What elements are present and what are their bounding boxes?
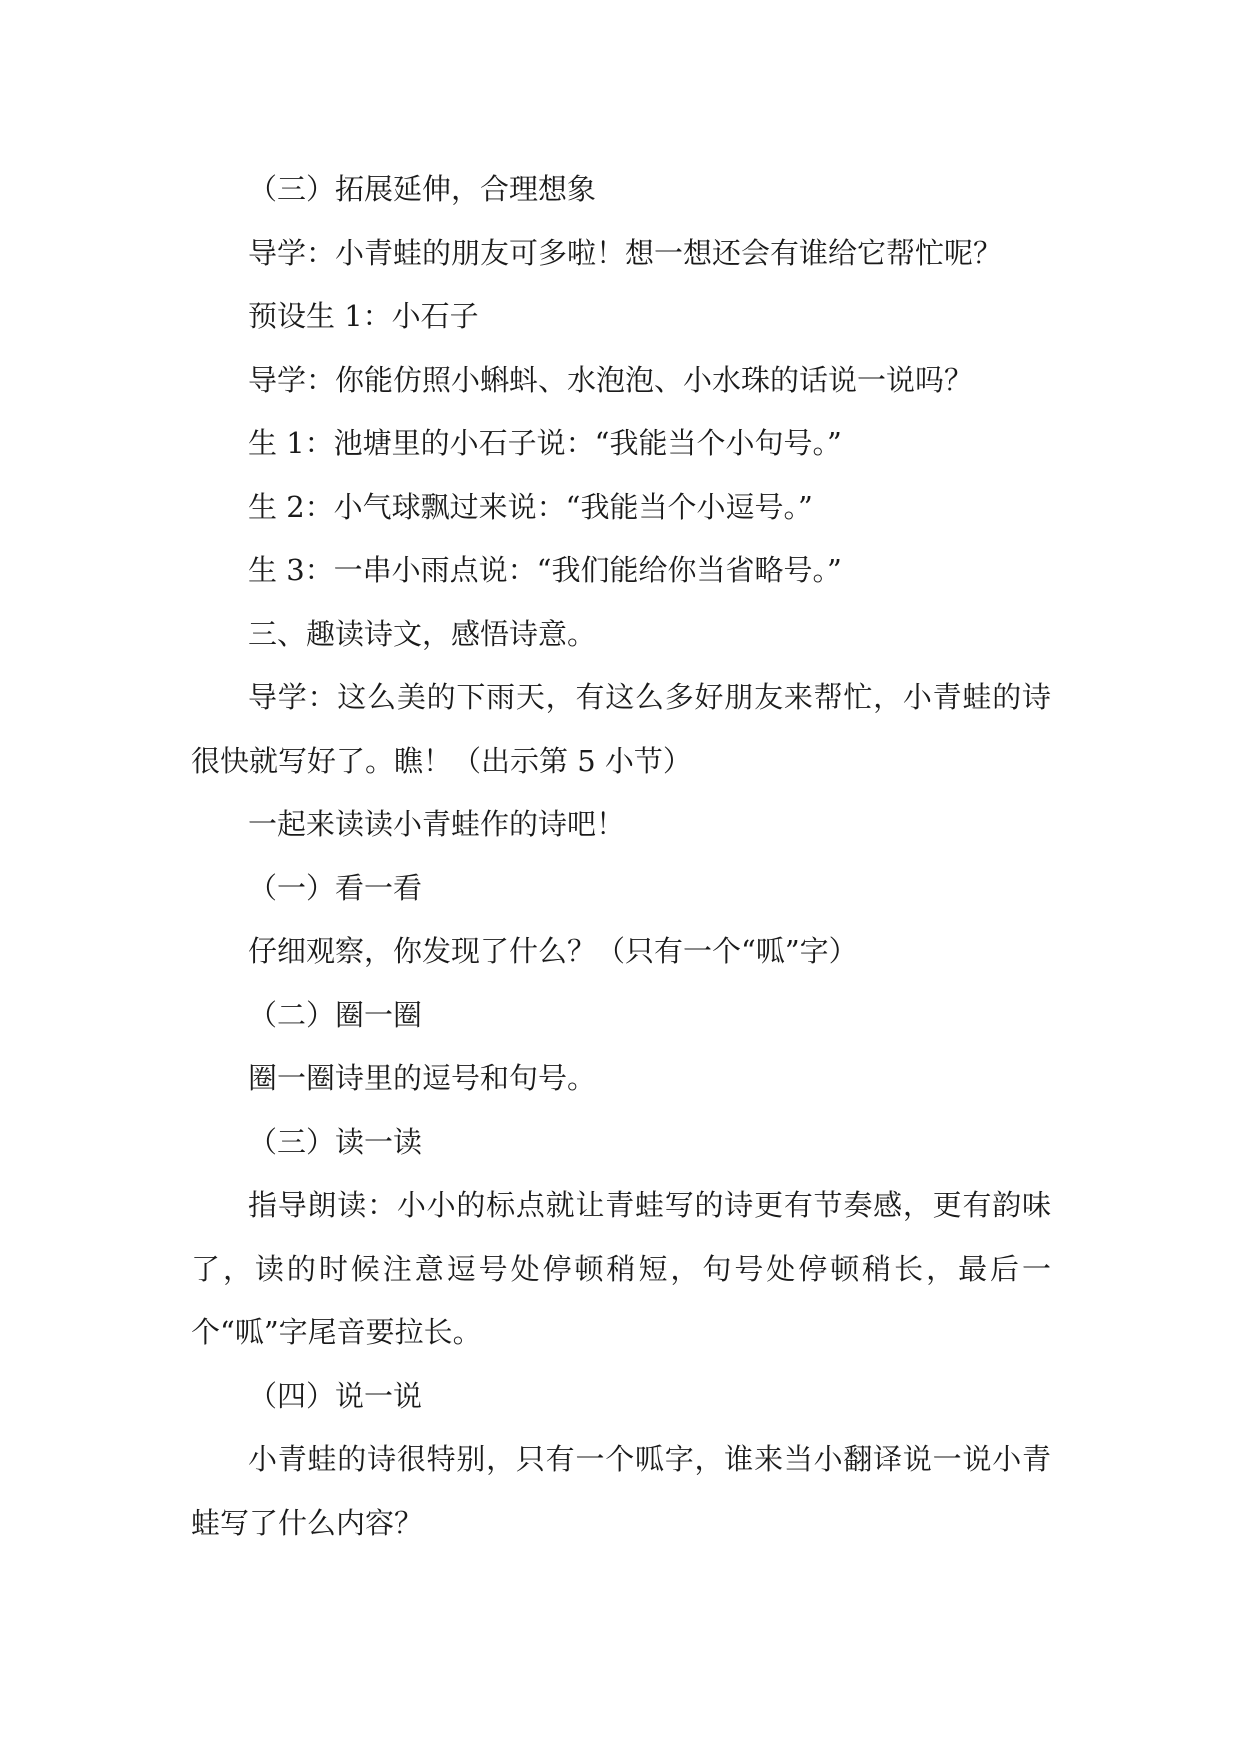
paragraph: 仔细观察，你发现了什么？（只有一个“呱”字） — [248, 934, 858, 968]
paragraph: 小青蛙的诗很特别，只有一个呱字，谁来当小翻译说一说小青蛙写了什么内容？ — [191, 1442, 1051, 1540]
paragraph: 生 2：小气球飘过来说：“我能当个小逗号。” — [248, 489, 813, 524]
paragraph: 生 1：池塘里的小石子说：“我能当个小句号。” — [248, 426, 842, 460]
paragraph: 一起来读读小青蛙作的诗吧！ — [248, 807, 626, 841]
section-heading: （二）圈一圈 — [248, 997, 423, 1032]
section-heading: （三）拓展延伸，合理想象 — [248, 172, 597, 206]
paragraph: 导学：你能仿照小蝌蚪、水泡泡、小水珠的话说一说吗？ — [248, 362, 974, 397]
paragraph: 圈一圈诗里的逗号和句号。 — [248, 1061, 597, 1095]
paragraph: 生 3：一串小雨点说：“我们能给你当省略号。” — [248, 553, 842, 587]
paragraph: 导学：这么美的下雨天，有这么多好朋友来帮忙，小青蛙的诗很快就写好了。瞧！（出示第 5 小节） — [191, 680, 1051, 778]
section-heading: （三）读一读 — [248, 1124, 423, 1159]
paragraph: 导学：小青蛙的朋友可多啦！想一想还会有谁给它帮忙呢？ — [248, 235, 1003, 270]
section-heading: 三、趣读诗文，感悟诗意。 — [248, 616, 597, 651]
paragraph: 指导朗读：小小的标点就让青蛙写的诗更有节奏感，更有韵味了，读的时候注意逗号处停顿稍短，句号处停顿稍长，最后一个“呱”字尾音要拉长。 — [191, 1188, 1051, 1349]
document-body — [191, 158, 1051, 1555]
section-heading: （一）看一看 — [248, 870, 423, 905]
section-heading: （四）说一说 — [248, 1378, 423, 1413]
paragraph: 预设生 1：小石子 — [248, 299, 479, 333]
